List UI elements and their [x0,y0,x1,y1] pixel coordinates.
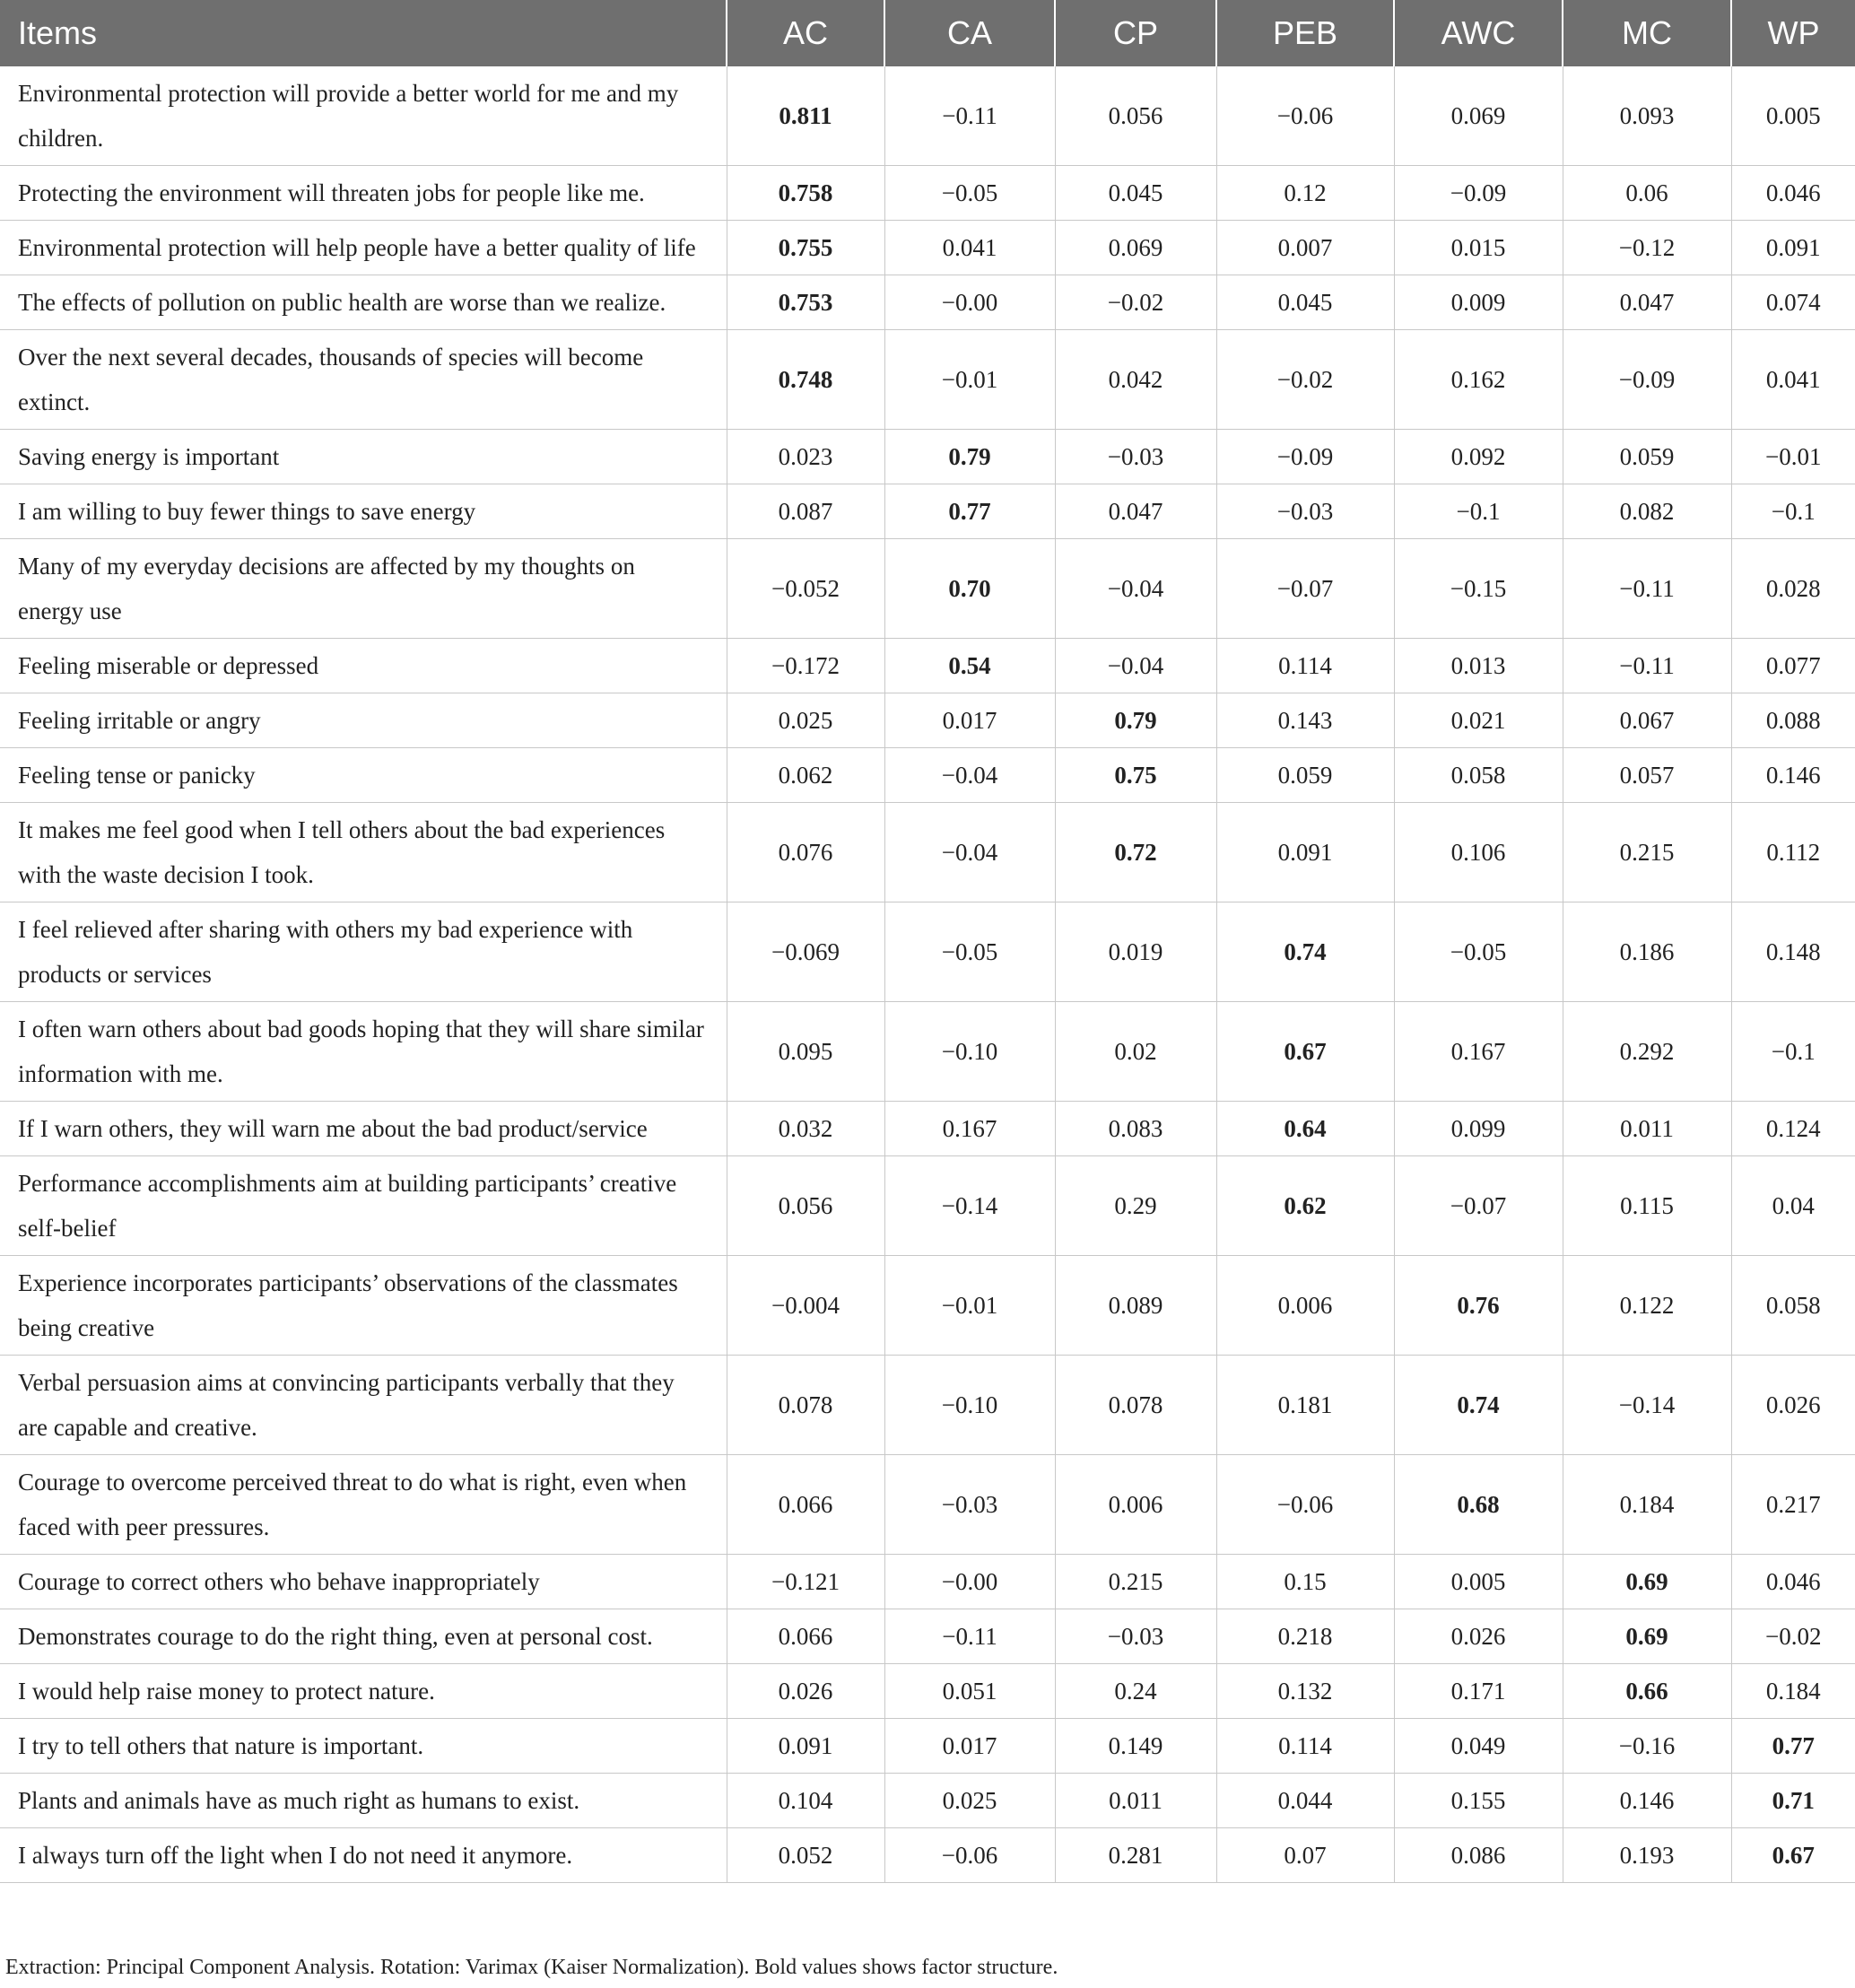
loading-cell-mc: 0.184 [1563,1455,1731,1555]
loading-cell-ac: 0.104 [727,1774,884,1828]
loading-cell-mc: 0.06 [1563,166,1731,221]
loading-cell-cp: −0.04 [1055,539,1216,639]
loading-cell-awc: 0.049 [1394,1719,1563,1774]
loading-cell-wp: 0.026 [1731,1356,1855,1455]
item-cell: I would help raise money to protect nature. [0,1664,727,1719]
loading-cell-mc: −0.09 [1563,330,1731,430]
loading-cell-peb: 0.045 [1216,275,1394,330]
loading-cell-wp: 0.146 [1731,748,1855,803]
loading-cell-peb: 0.114 [1216,1719,1394,1774]
loading-cell-wp: 0.04 [1731,1156,1855,1256]
table-row [0,221,1855,275]
loading-cell-cp: 0.078 [1055,1356,1216,1455]
loading-cell-awc: 0.74 [1394,1356,1563,1455]
loading-cell-cp: 0.056 [1055,66,1216,166]
loading-cell-cp: 0.089 [1055,1256,1216,1356]
loading-cell-peb: 0.143 [1216,693,1394,748]
loading-cell-cp: 0.72 [1055,803,1216,902]
item-cell: Courage to correct others who behave inappropriately [0,1555,727,1609]
loading-cell-ca: 0.017 [884,1719,1055,1774]
loading-cell-peb: 0.091 [1216,803,1394,902]
table-header [0,0,1855,66]
loading-cell-ac: 0.091 [727,1719,884,1774]
table-body [0,66,1855,1883]
loading-cell-ca: −0.01 [884,1256,1055,1356]
item-cell: Feeling irritable or angry [0,693,727,748]
loading-cell-cp: 0.042 [1055,330,1216,430]
loading-cell-wp: 0.088 [1731,693,1855,748]
item-cell: I always turn off the light when I do not need it anymore. [0,1828,727,1883]
loading-cell-peb: −0.07 [1216,539,1394,639]
loading-cell-mc: −0.16 [1563,1719,1731,1774]
loading-cell-awc: −0.09 [1394,166,1563,221]
loading-cell-mc: 0.215 [1563,803,1731,902]
loading-cell-cp: −0.03 [1055,430,1216,484]
loading-cell-awc: −0.07 [1394,1156,1563,1256]
column-header-wp: WP [1731,0,1855,66]
loading-cell-ac: −0.172 [727,639,884,693]
loading-cell-awc: 0.155 [1394,1774,1563,1828]
item-cell: If I warn others, they will warn me about the bad product/service [0,1102,727,1156]
loading-cell-awc: 0.009 [1394,275,1563,330]
loading-cell-ac: 0.025 [727,693,884,748]
loading-cell-mc: 0.011 [1563,1102,1731,1156]
loading-cell-peb: 0.62 [1216,1156,1394,1256]
loading-cell-awc: 0.021 [1394,693,1563,748]
loading-cell-awc: 0.167 [1394,1002,1563,1102]
item-cell: Feeling miserable or depressed [0,639,727,693]
loading-cell-awc: 0.162 [1394,330,1563,430]
table-row [0,1156,1855,1256]
loading-cell-mc: 0.122 [1563,1256,1731,1356]
loading-cell-wp: 0.67 [1731,1828,1855,1883]
item-cell: Saving energy is important [0,430,727,484]
loading-cell-ca: −0.01 [884,330,1055,430]
loading-cell-ca: −0.00 [884,1555,1055,1609]
item-cell: Verbal persuasion aims at convincing participants verbally that they are capable and creative. [0,1356,727,1455]
column-header-peb: PEB [1216,0,1394,66]
loading-cell-peb: 0.15 [1216,1555,1394,1609]
loading-cell-peb: 0.006 [1216,1256,1394,1356]
loading-cell-cp: −0.02 [1055,275,1216,330]
loading-cell-cp: 0.24 [1055,1664,1216,1719]
loading-cell-ca: 0.70 [884,539,1055,639]
table-row [0,1256,1855,1356]
loading-cell-wp: −0.1 [1731,1002,1855,1102]
table-row [0,275,1855,330]
loading-cell-cp: 0.29 [1055,1156,1216,1256]
loading-cell-cp: 0.045 [1055,166,1216,221]
loading-cell-wp: 0.77 [1731,1719,1855,1774]
loading-cell-mc: 0.067 [1563,693,1731,748]
loading-cell-awc: −0.1 [1394,484,1563,539]
loading-cell-ac: 0.076 [727,803,884,902]
loading-cell-peb: 0.044 [1216,1774,1394,1828]
loading-cell-cp: 0.019 [1055,902,1216,1002]
header-row [0,0,1855,66]
loading-cell-mc: −0.11 [1563,539,1731,639]
loading-cell-mc: 0.057 [1563,748,1731,803]
loading-cell-awc: 0.058 [1394,748,1563,803]
item-cell: Performance accomplishments aim at building participants’ creative self-belief [0,1156,727,1256]
loading-cell-peb: 0.132 [1216,1664,1394,1719]
table-footnote: Extraction: Principal Component Analysis. Rotation: Varimax (Kaiser Normalization). Bold values shows factor structure. [5,1956,1058,1979]
item-cell: The effects of pollution on public health are worse than we realize. [0,275,727,330]
table-row [0,66,1855,166]
loading-cell-awc: 0.013 [1394,639,1563,693]
loading-cell-peb: −0.03 [1216,484,1394,539]
loading-cell-ac: −0.121 [727,1555,884,1609]
loading-cell-ac: 0.087 [727,484,884,539]
loading-cell-ac: 0.066 [727,1609,884,1664]
loading-cell-peb: 0.059 [1216,748,1394,803]
loading-cell-mc: 0.66 [1563,1664,1731,1719]
loading-cell-peb: 0.64 [1216,1102,1394,1156]
loading-cell-ca: −0.10 [884,1002,1055,1102]
item-cell: Protecting the environment will threaten jobs for people like me. [0,166,727,221]
loading-cell-ca: −0.03 [884,1455,1055,1555]
loading-cell-ac: 0.032 [727,1102,884,1156]
loading-cell-cp: 0.75 [1055,748,1216,803]
loading-cell-wp: 0.074 [1731,275,1855,330]
loading-cell-awc: 0.76 [1394,1256,1563,1356]
loading-cell-wp: 0.184 [1731,1664,1855,1719]
loading-cell-cp: 0.069 [1055,221,1216,275]
loading-cell-wp: 0.005 [1731,66,1855,166]
loading-cell-ca: 0.79 [884,430,1055,484]
item-cell: I often warn others about bad goods hoping that they will share similar information with me. [0,1002,727,1102]
loading-cell-awc: 0.68 [1394,1455,1563,1555]
column-header-items: Items [0,0,727,66]
table-row [0,1102,1855,1156]
loading-cell-cp: −0.03 [1055,1609,1216,1664]
loading-cell-cp: 0.047 [1055,484,1216,539]
loading-cell-cp: 0.215 [1055,1555,1216,1609]
loading-cell-wp: 0.71 [1731,1774,1855,1828]
loading-cell-ac: −0.052 [727,539,884,639]
item-cell: I am willing to buy fewer things to save energy [0,484,727,539]
column-header-cp: CP [1055,0,1216,66]
loading-cell-cp: 0.006 [1055,1455,1216,1555]
loading-cell-mc: −0.11 [1563,639,1731,693]
loading-cell-wp: 0.077 [1731,639,1855,693]
loading-cell-ca: −0.04 [884,748,1055,803]
item-cell: Many of my everyday decisions are affected by my thoughts on energy use [0,539,727,639]
loading-cell-ac: −0.004 [727,1256,884,1356]
loading-cell-ca: 0.017 [884,693,1055,748]
loading-cell-wp: 0.041 [1731,330,1855,430]
table-row [0,1356,1855,1455]
loading-cell-awc: 0.171 [1394,1664,1563,1719]
loading-cell-wp: −0.01 [1731,430,1855,484]
table-row [0,1609,1855,1664]
loading-cell-ca: −0.14 [884,1156,1055,1256]
loading-cell-peb: −0.06 [1216,66,1394,166]
item-cell: Environmental protection will help people have a better quality of life [0,221,727,275]
table-row [0,803,1855,902]
loading-cell-ca: −0.10 [884,1356,1055,1455]
loading-cell-wp: 0.058 [1731,1256,1855,1356]
loading-cell-awc: −0.05 [1394,902,1563,1002]
table-row [0,484,1855,539]
item-cell: Feeling tense or panicky [0,748,727,803]
loading-cell-ac: 0.066 [727,1455,884,1555]
loading-cell-awc: 0.069 [1394,66,1563,166]
loading-cell-wp: 0.028 [1731,539,1855,639]
loading-cell-awc: 0.106 [1394,803,1563,902]
loading-cell-ca: −0.11 [884,1609,1055,1664]
loading-cell-ca: 0.54 [884,639,1055,693]
loading-cell-peb: −0.09 [1216,430,1394,484]
loading-cell-peb: 0.007 [1216,221,1394,275]
loading-cell-ac: 0.062 [727,748,884,803]
loading-cell-mc: 0.082 [1563,484,1731,539]
item-cell: Environmental protection will provide a better world for me and my children. [0,66,727,166]
loading-cell-mc: 0.193 [1563,1828,1731,1883]
loading-cell-ca: −0.05 [884,166,1055,221]
table-row [0,330,1855,430]
loading-cell-ac: 0.755 [727,221,884,275]
loading-cell-peb: 0.74 [1216,902,1394,1002]
loading-cell-wp: −0.1 [1731,484,1855,539]
item-cell: I try to tell others that nature is important. [0,1719,727,1774]
loading-cell-mc: 0.292 [1563,1002,1731,1102]
loading-cell-ca: −0.11 [884,66,1055,166]
table-row [0,902,1855,1002]
table-row [0,166,1855,221]
table-row [0,1002,1855,1102]
loading-cell-ac: 0.758 [727,166,884,221]
loading-cell-ca: −0.00 [884,275,1055,330]
table-row [0,1664,1855,1719]
column-header-awc: AWC [1394,0,1563,66]
loading-cell-peb: 0.218 [1216,1609,1394,1664]
item-cell: Plants and animals have as much right as humans to exist. [0,1774,727,1828]
loading-cell-ca: 0.025 [884,1774,1055,1828]
loading-cell-ca: −0.04 [884,803,1055,902]
loading-cell-mc: 0.093 [1563,66,1731,166]
loading-cell-peb: 0.181 [1216,1356,1394,1455]
loading-cell-ac: 0.052 [727,1828,884,1883]
loading-cell-ac: 0.748 [727,330,884,430]
loading-cell-ca: 0.051 [884,1664,1055,1719]
loading-cell-ac: 0.095 [727,1002,884,1102]
loading-cell-peb: 0.07 [1216,1828,1394,1883]
loading-cell-cp: 0.79 [1055,693,1216,748]
item-cell: I feel relieved after sharing with others my bad experience with products or services [0,902,727,1002]
loading-cell-wp: 0.046 [1731,166,1855,221]
loading-cell-awc: 0.092 [1394,430,1563,484]
loading-cell-cp: 0.149 [1055,1719,1216,1774]
loading-cell-wp: 0.046 [1731,1555,1855,1609]
loading-cell-cp: −0.04 [1055,639,1216,693]
loading-cell-awc: 0.005 [1394,1555,1563,1609]
loading-cell-wp: 0.217 [1731,1455,1855,1555]
loading-cell-peb: 0.67 [1216,1002,1394,1102]
loading-cell-ca: 0.041 [884,221,1055,275]
loading-cell-wp: −0.02 [1731,1609,1855,1664]
loading-cell-ac: 0.056 [727,1156,884,1256]
loading-cell-awc: 0.015 [1394,221,1563,275]
item-cell: Courage to overcome perceived threat to do what is right, even when faced with peer pressures. [0,1455,727,1555]
item-cell: Over the next several decades, thousands of species will become extinct. [0,330,727,430]
loading-cell-ca: 0.77 [884,484,1055,539]
table-row [0,639,1855,693]
table-row [0,1455,1855,1555]
loading-cell-cp: 0.281 [1055,1828,1216,1883]
loading-cell-mc: 0.047 [1563,275,1731,330]
loading-cell-peb: 0.12 [1216,166,1394,221]
loading-cell-awc: 0.086 [1394,1828,1563,1883]
table-row [0,430,1855,484]
loading-cell-ac: 0.026 [727,1664,884,1719]
loading-cell-wp: 0.091 [1731,221,1855,275]
loading-cell-mc: 0.186 [1563,902,1731,1002]
loading-cell-peb: 0.114 [1216,639,1394,693]
loading-cell-cp: 0.083 [1055,1102,1216,1156]
loading-cell-mc: −0.12 [1563,221,1731,275]
column-header-ac: AC [727,0,884,66]
loading-cell-peb: −0.06 [1216,1455,1394,1555]
loading-cell-awc: 0.099 [1394,1102,1563,1156]
table-row [0,1774,1855,1828]
loading-cell-ac: 0.023 [727,430,884,484]
loading-cell-wp: 0.148 [1731,902,1855,1002]
table-row [0,1555,1855,1609]
loading-cell-ac: 0.078 [727,1356,884,1455]
loading-cell-ac: −0.069 [727,902,884,1002]
loading-cell-ca: −0.05 [884,902,1055,1002]
table-row [0,748,1855,803]
loading-cell-wp: 0.124 [1731,1102,1855,1156]
loading-cell-ca: −0.06 [884,1828,1055,1883]
loading-cell-mc: 0.115 [1563,1156,1731,1256]
column-header-ca: CA [884,0,1055,66]
table-row [0,1719,1855,1774]
item-cell: Experience incorporates participants’ observations of the classmates being creative [0,1256,727,1356]
loading-cell-ac: 0.753 [727,275,884,330]
loading-cell-mc: −0.14 [1563,1356,1731,1455]
loading-cell-wp: 0.112 [1731,803,1855,902]
loading-cell-peb: −0.02 [1216,330,1394,430]
loading-cell-awc: 0.026 [1394,1609,1563,1664]
loading-cell-mc: 0.69 [1563,1609,1731,1664]
loading-cell-cp: 0.02 [1055,1002,1216,1102]
loading-cell-ac: 0.811 [727,66,884,166]
loading-cell-mc: 0.059 [1563,430,1731,484]
table-row [0,539,1855,639]
table-row [0,1828,1855,1883]
item-cell: Demonstrates courage to do the right thing, even at personal cost. [0,1609,727,1664]
loading-cell-mc: 0.146 [1563,1774,1731,1828]
loading-cell-mc: 0.69 [1563,1555,1731,1609]
column-header-mc: MC [1563,0,1731,66]
loading-cell-ca: 0.167 [884,1102,1055,1156]
loading-cell-cp: 0.011 [1055,1774,1216,1828]
item-cell: It makes me feel good when I tell others about the bad experiences with the waste decision I took. [0,803,727,902]
table-row [0,693,1855,748]
loading-cell-awc: −0.15 [1394,539,1563,639]
